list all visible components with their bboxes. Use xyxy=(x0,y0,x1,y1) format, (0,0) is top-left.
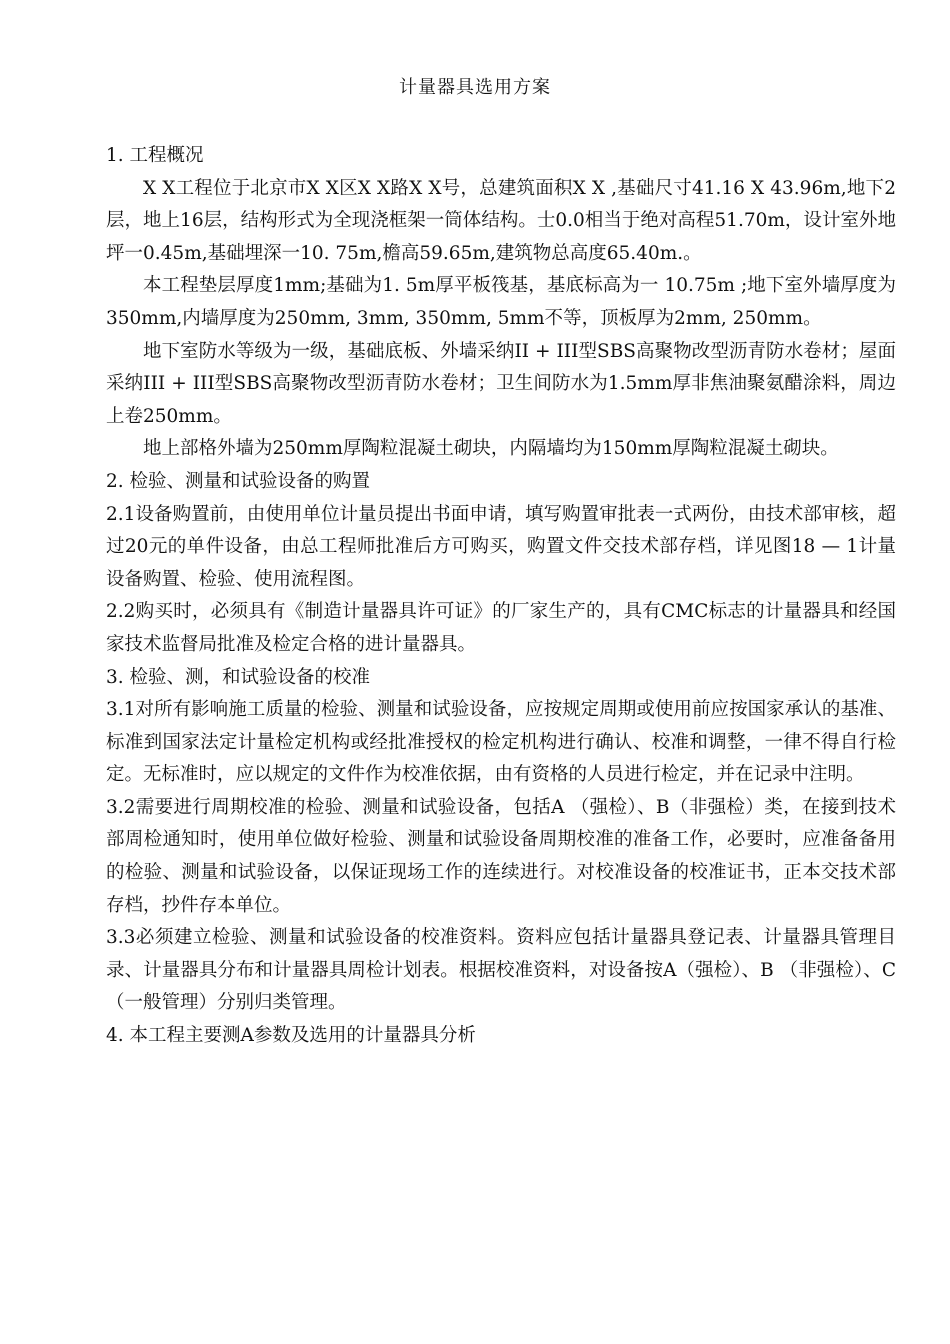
document-title: 计量器具选用方案 xyxy=(399,77,551,98)
paragraph-3-1: 3.1对所有影响施工质量的检验、测量和试验设备，应按规定周期或使用前应按国家承认的基准、标准到国家法定计量检定机构或经批准授权的检定机构进行确认、校准和调整，一律不得自行检定。无标准时，应以规定的文件作为校准依据，由有资格的人员进行检定，并在记录中注明。 xyxy=(106,699,896,786)
paragraph-project-overview: X X工程位于北京市X X区X X路X X号，总建筑面积X X ,基础尺寸41.16 X 43.96m,地下2层，地上16层，结构形式为全现浇框架一筒体结构。士0.0相当于绝对高程51.70m，设计室外地坪一0.45m,基础埋深一10. 75m,檐高59.65m,建筑物总高度65.40m.。 xyxy=(106,177,896,264)
section-heading-4: 4. 本工程主要测A参数及选用的计量器具分析 xyxy=(106,1025,476,1047)
paragraph-masonry: 地上部格外墙为250mm厚陶粒混凝土砌块，内隔墙均为150mm厚陶粒混凝土砌块。 xyxy=(143,438,839,460)
paragraph-2-1: 2.1设备购置前，由使用单位计量员提出书面申请，填写购置审批表一式两份，由技术部审核，超过20元的单件设备，由总工程师批准后方可购买，购置文件交技术部存档，详见图18 — 1计量设备购置、检验、使用流程图。 xyxy=(106,503,896,590)
section-heading-2: 2. 检验、测量和试验设备的购置 xyxy=(106,470,371,492)
paragraph-foundation-walls: 本工程垫层厚度1mm;基础为1. 5m厚平板筏基，基底标高为一 10.75m ;地下室外墙厚度为350mm,内墙厚度为250mm, 3mm, 350mm, 5mm不等，顶板厚为2mm, 250mm。 xyxy=(106,275,896,329)
section-heading-3: 3. 检验、测，和试验设备的校准 xyxy=(106,666,371,688)
document-body xyxy=(106,140,896,1053)
section-heading-1: 1. 工程概况 xyxy=(106,145,204,166)
paragraph-2-2: 2.2购买时，必须具有《制造计量器具许可证》的厂家生产的，具有CMC标志的计量器具和经国家技术监督局批准及检定合格的进计量器具。 xyxy=(106,601,896,655)
paragraph-3-2: 3.2需要进行周期校准的检验、测量和试验设备，包括A （强检）、B（非强检）类，在接到技术部周检通知时，使用单位做好检验、测量和试验设备周期校准的准备工作，必要时，应准备备用的检验、测量和试验设备，以保证现场工作的连续进行。对校准设备的校准证书，正本交技术部存档，抄件存本单位。 xyxy=(106,796,896,916)
paragraph-3-3: 3.3必须建立检验、测量和试验设备的校准资料。资料应包括计量器具登记表、计量器具管理目录、计量器具分布和计量器具周检计划表。根据校准资料，对设备按A（强检）、B （非强检）、C （一般管理）分别归类管理。 xyxy=(106,927,896,1014)
paragraph-waterproofing: 地下室防水等级为一级，基础底板、外墙采纳II + III型SBS高聚物改型沥青防水卷材；屋面采纳III + III型SBS高聚物改型沥青防水卷材；卫生间防水为1.5mm厚非焦油聚氨醋涂料，周边上卷250mm。 xyxy=(106,340,896,427)
